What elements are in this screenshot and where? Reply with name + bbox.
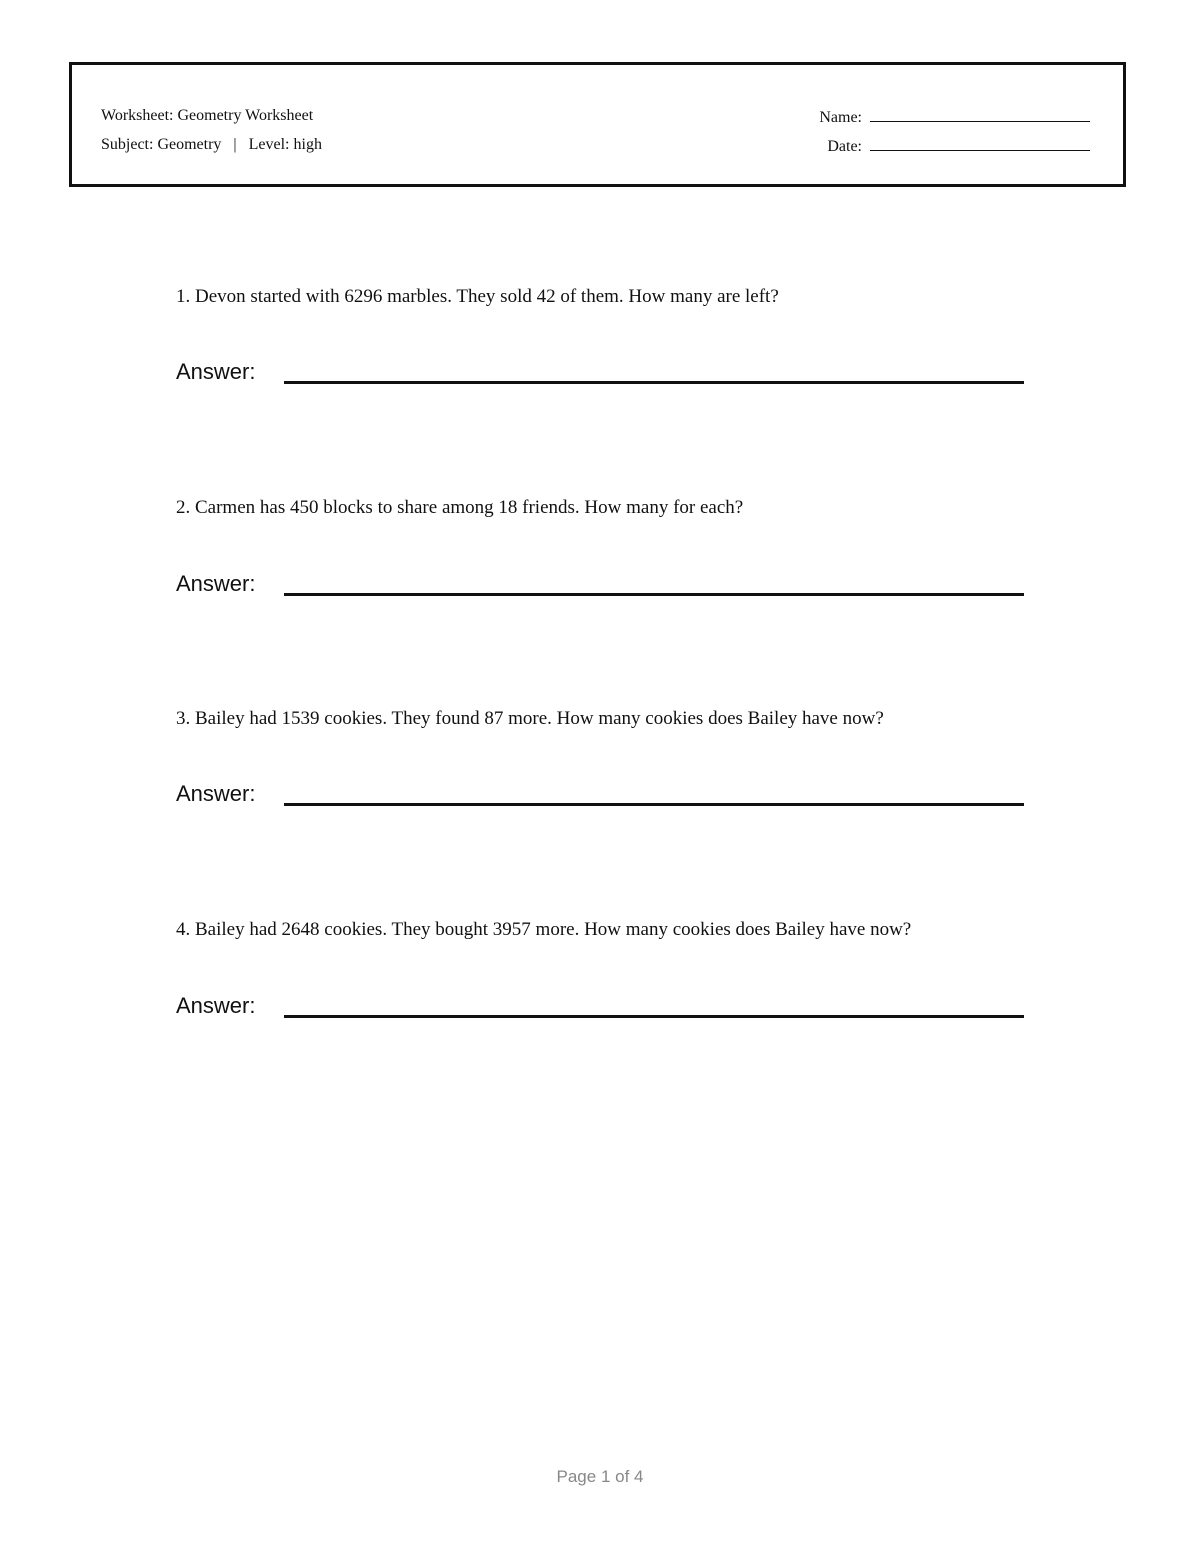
worksheet-title-line xyxy=(101,107,313,125)
answer-label-2: Answer: xyxy=(176,571,256,596)
question-1: 1. Devon started with 6296 marbles. They sold 42 of them. How many are left? xyxy=(176,286,779,307)
worksheet-header xyxy=(69,62,1126,187)
date-field xyxy=(827,136,1090,156)
question-4: 4. Bailey had 2648 cookies. They bought 3957 more. How many cookies does Bailey have now? xyxy=(176,919,912,940)
answer-line-3[interactable] xyxy=(284,803,1024,806)
answer-label-1: Answer: xyxy=(176,359,256,384)
answer-label-3: Answer: xyxy=(176,781,256,806)
worksheet-title: Geometry Worksheet xyxy=(177,107,314,124)
date-label: Date: xyxy=(827,138,862,155)
level-value: high xyxy=(293,136,322,153)
name-field xyxy=(819,107,1090,127)
answer-label-4: Answer: xyxy=(176,993,256,1018)
date-blank-line[interactable] xyxy=(870,136,1090,151)
answer-line-4[interactable] xyxy=(284,1015,1024,1018)
answer-line-1[interactable] xyxy=(284,381,1024,384)
subject-label: Subject: xyxy=(101,136,154,153)
subject-value: Geometry xyxy=(157,136,222,153)
name-label: Name: xyxy=(819,109,862,126)
question-2: 2. Carmen has 450 blocks to share among 18 friends. How many for each? xyxy=(176,497,744,518)
page-number: Page 1 of 4 xyxy=(556,1467,644,1486)
question-3: 3. Bailey had 1539 cookies. They found 87 more. How many cookies does Bailey have now? xyxy=(176,708,884,729)
header-separator: | xyxy=(233,136,237,153)
subject-level-line xyxy=(101,136,322,154)
answer-line-2[interactable] xyxy=(284,593,1024,596)
name-blank-line[interactable] xyxy=(870,107,1090,122)
level-label: Level: xyxy=(248,136,290,153)
worksheet-label: Worksheet: xyxy=(101,107,174,124)
